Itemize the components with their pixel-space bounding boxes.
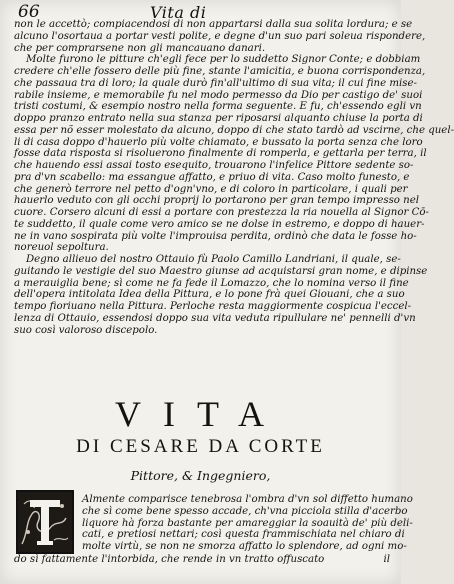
text-line: li di casa doppo d'hauerlo più volte chiamato, e bussato la porta senza che loro xyxy=(14,136,423,148)
text-line: che hauendo essi assai tosto esequito, trouarono l'infelice Pittore sedente so- xyxy=(14,160,414,171)
text-line: essa per nõ esser molestato da alcuno, doppo di che stato tardò ad vscirne, che quel- xyxy=(14,124,454,136)
text-line: ne in vano sospirata più volte l'improuisa perdita, ordinò che data le fosse ho- xyxy=(14,230,417,242)
text-line: doppo pranzo entrato nella sua stanza per riposarsi alquanto chiuse la porta di xyxy=(14,113,423,124)
text-line: che passaua tra di loro; la quale durò fin'all'ultimo di sua vita; il cui fine mise- xyxy=(14,77,417,89)
chapter-title: DI CESARE DA CORTE xyxy=(76,436,325,457)
text-line: Molte furono le pitture ch'egli fece per lo suddetto Signor Conte; e dobbiam xyxy=(26,54,421,66)
body-text xyxy=(14,19,454,336)
text-line: tempo fioriuano nella Pittura. Perloche resta maggiormente cospicua l'eccel- xyxy=(14,301,412,312)
text-line: che per comprarsene non gli mancauano danari. xyxy=(14,42,266,54)
text-line: Almente comparisce tenebrosa l'ombra d'vn sol diffetto humano xyxy=(82,494,413,505)
text-line: cuore. Corsero alcuni di essi a portare con prestezza la ria nouella al Signor Cō- xyxy=(14,207,429,218)
text-line: rabile insieme, e memorabile fu nel modo permesso da Dio per castigo de' suoi xyxy=(14,89,423,101)
chapter-opening-text xyxy=(82,494,413,553)
chapter-heading: VITA xyxy=(114,394,287,434)
text-line-content: do sì fattamente l'intorbida, che rende in vn tratto offuscato xyxy=(14,554,325,565)
chapter-text-continuation xyxy=(14,554,390,566)
text-line: dell'opera intitolata Idea della Pittura, e lo pone frà quei Giouani, che a suo xyxy=(14,289,405,301)
text-line: lenza di Ottauio, essendosi doppo sua vita veduta ripullulare ne' pennelli d'vn xyxy=(14,312,416,324)
text-line: che generò terrore nel petto d'ogn'vno, e di coloro in particolare, i quali per xyxy=(14,183,408,195)
decorative-initial-icon xyxy=(18,492,72,552)
text-line: cati, e pretiosi nettari; così questa frammischiata nel chiaro di xyxy=(82,529,405,541)
text-line: a merauiglia bene; sì come ne fa fede il Lomazzo, che lo nomina verso il fine xyxy=(14,277,409,289)
text-line: tristi costumi, & esempio nostro nella forma seguente. E fu, ch'essendo egli vn xyxy=(14,101,422,113)
text-line: suo così valoroso discepolo. xyxy=(14,324,158,336)
text-line: Degno allieuo del nostro Ottauio fù Paolo Camillo Landriani, il quale, se- xyxy=(26,254,401,265)
text-line: fosse data risposta si risoluerono finalmente di romperla, e gettarla per terra, il xyxy=(14,148,427,160)
text-line: molte virtù, se non ne smorza affatto lo splendore, ad ogni mo- xyxy=(82,541,407,552)
ornamental-initial xyxy=(16,490,74,554)
text-line: credere ch'elle fossero delle più fine, stante l'amicitia, e buona corrispondenza, xyxy=(14,66,426,77)
dropcap-letter: T xyxy=(44,532,46,533)
text-line: che sì come bene spesso accade, ch'vna picciola stilla d'acerbo xyxy=(82,505,408,517)
text-line: hauerlo veduto con gli occhi proprij lo portarono per gran tempo impresso nel xyxy=(14,195,420,207)
page-number: 66 xyxy=(18,2,40,22)
text-line: liquore hà forza bastante per amareggiar la soauità de' più deli- xyxy=(82,517,413,529)
text-line: pra d'vn scabello: ma essangue affatto, e priuo di vita. Caso molto funesto, e xyxy=(14,171,410,183)
text-line: noreuol sepoltura. xyxy=(14,242,109,254)
text-line: alcuno l'osortaua a portar vesti polite, e degne d'un suo pari soleua rispondere, xyxy=(14,30,426,42)
text-line: te suddetto, il quale come vero amico se ne dolse in estremo, e doppo di hauer- xyxy=(14,218,425,230)
text-line: guitando le vestigie del suo Maestro giunse ad acquistarsi gran nome, e dipinse xyxy=(14,265,428,277)
text-line: non le accettò; compiacendosi di non appartarsi dalla sua solita lordura; e se xyxy=(14,19,413,30)
catchword: il xyxy=(383,554,390,565)
text-line xyxy=(14,554,390,566)
chapter-profession: Pittore, & Ingegniero, xyxy=(130,468,271,483)
running-head: Vita di xyxy=(150,3,207,22)
